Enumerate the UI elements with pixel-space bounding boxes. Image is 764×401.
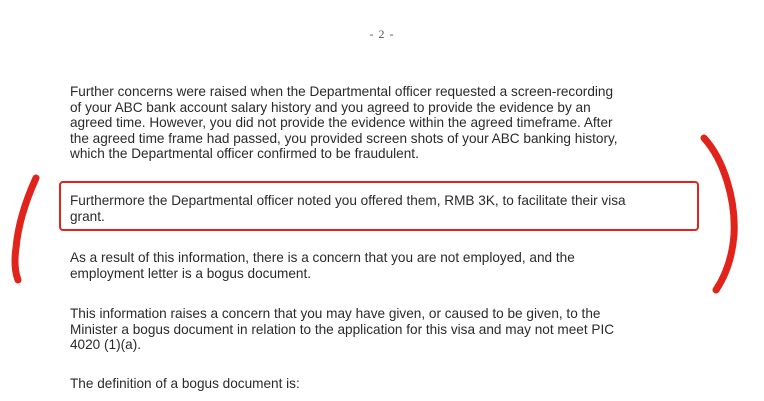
text-line: The definition of a bogus document is: [70, 376, 300, 391]
text-line: the agreed time frame had passed, you provided screen shots of your ABC banking history, [70, 130, 618, 146]
paragraph-concerns [70, 84, 710, 162]
page-number: - 2 - [369, 27, 395, 41]
text-line: 4020 (1)(a). [70, 337, 142, 353]
left-bracket-mark [0, 170, 50, 290]
paragraph-highlighted [70, 193, 710, 224]
text-line: Minister a bogus document in relation to the application for this visa and may not meet PIC [70, 321, 615, 337]
paragraph-employment-concern [70, 250, 710, 281]
text-line: Further concerns were raised when the Departmental officer requested a screen-recording [70, 84, 614, 99]
text-line: As a result of this information, there is a concern that you are not employed, and the [70, 250, 575, 265]
text-line: This information raises a concern that you may have given, or caused to be given, to the [70, 306, 601, 321]
paragraph-bogus-document-concern [70, 306, 710, 353]
text-line: which the Departmental officer confirmed to be fraudulent. [70, 146, 419, 162]
text-line: of your ABC bank account salary history and you agreed to provide the evidence by an [70, 99, 591, 115]
text-line: agreed time. However, you did not provide the evidence within the agreed timeframe. After [70, 115, 613, 131]
text-line: Furthermore the Departmental officer noted you offered them, RMB 3K, to facilitate their visa [70, 193, 626, 208]
text-line: grant. [70, 208, 105, 224]
text-line: employment letter is a bogus document. [70, 265, 312, 281]
paragraph-definition-intro [70, 376, 710, 392]
